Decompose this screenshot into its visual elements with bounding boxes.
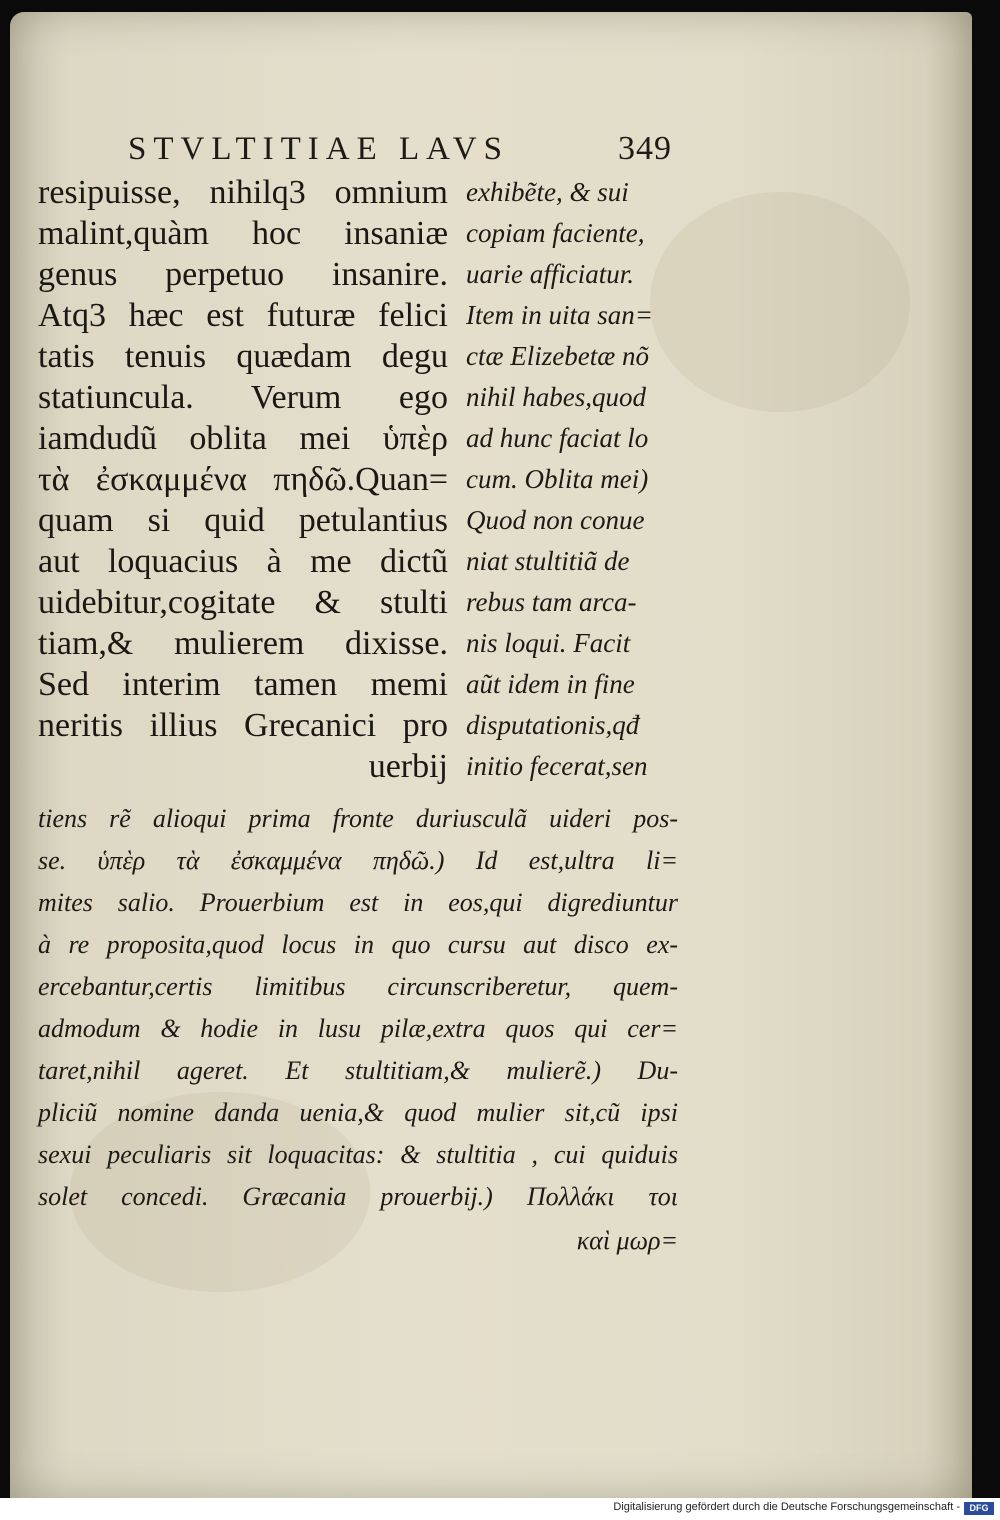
main-text-line: malint,quàm hoc insaniæ <box>38 215 448 252</box>
main-text-line: aut loquacius à me dictũ <box>38 543 448 580</box>
gloss-line: nis loqui. Facit <box>466 628 631 658</box>
gloss-line: ad hunc faciat lo <box>466 423 649 453</box>
footer-bar <box>0 1498 1000 1520</box>
gloss-line: niat stultitiã de <box>466 546 630 576</box>
gloss-line: exhibẽte, & sui <box>466 177 629 207</box>
gloss-line: rebus tam arca- <box>466 587 637 617</box>
main-text-line: uerbij <box>368 748 448 785</box>
gloss-line: nihil habes,quod <box>466 382 646 412</box>
note-line: tiens rẽ alioqui prima fronte duriusculã uideri pos- <box>38 804 678 833</box>
note-line: καὶ μωρ= <box>576 1226 678 1255</box>
gloss-line: cum. Oblita mei) <box>466 464 649 494</box>
page-number: 349 <box>618 130 672 167</box>
gloss-line: copiam faciente, <box>466 218 645 248</box>
gloss-line: initio fecerat,sen <box>466 751 648 781</box>
main-text-line: uidebitur,cogitate & stulti <box>38 584 448 621</box>
note-line: pliciũ nomine danda uenia,& quod mulier sit,cũ ipsi <box>38 1098 678 1127</box>
main-text-line: quam si quid petulantius <box>38 502 448 539</box>
main-text-line: τὰ ἐσκαμμένα πηδῶ.Quan= <box>38 461 448 498</box>
note-line: se. ὑπὲρ τὰ ἐσκαμμένα πηδῶ.) Id est,ultra li= <box>38 846 678 875</box>
paper-stain <box>650 192 910 412</box>
gloss-line: uarie afficiatur. <box>466 259 634 289</box>
gloss-line: aũt idem in fine <box>466 669 635 699</box>
running-head-title: STVLTITIAE LAVS <box>128 131 509 167</box>
note-line: mites salio. Prouerbium est in eos,qui digrediuntur <box>38 888 678 917</box>
gloss-line: Quod non conue <box>466 505 645 535</box>
main-text-line: Sed interim tamen memi <box>38 666 448 703</box>
note-line: à re proposita,quod locus in quo cursu aut disco ex- <box>38 930 678 959</box>
note-line: taret,nihil ageret. Et stultitiam,& mulierẽ.) Du- <box>38 1056 678 1085</box>
note-line: solet concedi. Græcania prouerbij.) Πολλάκι τοι <box>38 1182 678 1211</box>
note-line: admodum & hodie in lusu pilæ,extra quos qui cer= <box>38 1014 678 1043</box>
main-text-line: genus perpetuo insanire. <box>38 256 448 293</box>
main-text-line: iamdudũ oblita mei ὑπὲρ <box>38 420 448 457</box>
main-text-line: resipuisse, nihilq3 omnium <box>38 174 448 211</box>
running-head <box>128 130 672 168</box>
note-line: sexui peculiaris sit loquacitas: & stultitia , cui quiduis <box>38 1140 678 1169</box>
main-text-line: statiuncula. Verum ego <box>38 379 448 416</box>
gloss-line: ctæ Elizebetæ nõ <box>466 341 649 371</box>
note-line: ercebantur,certis limitibus circunscriberetur, quem- <box>38 972 678 1001</box>
footer-credit: Digitalisierung gefördert durch die Deutsche Forschungsgemeinschaft - <box>613 1501 960 1513</box>
main-text-line: Atq3 hæc est futuræ felici <box>38 297 448 334</box>
main-text-line: tatis tenuis quædam degu <box>38 338 448 375</box>
main-text-line: neritis illius Grecanici pro <box>38 707 448 744</box>
gloss-line: Item in uita san= <box>466 300 653 330</box>
dfg-logo: DFG <box>964 1502 994 1515</box>
gloss-line: disputationis,qđ <box>466 710 640 740</box>
main-text-line: tiam,& mulierem dixisse. <box>38 625 448 662</box>
